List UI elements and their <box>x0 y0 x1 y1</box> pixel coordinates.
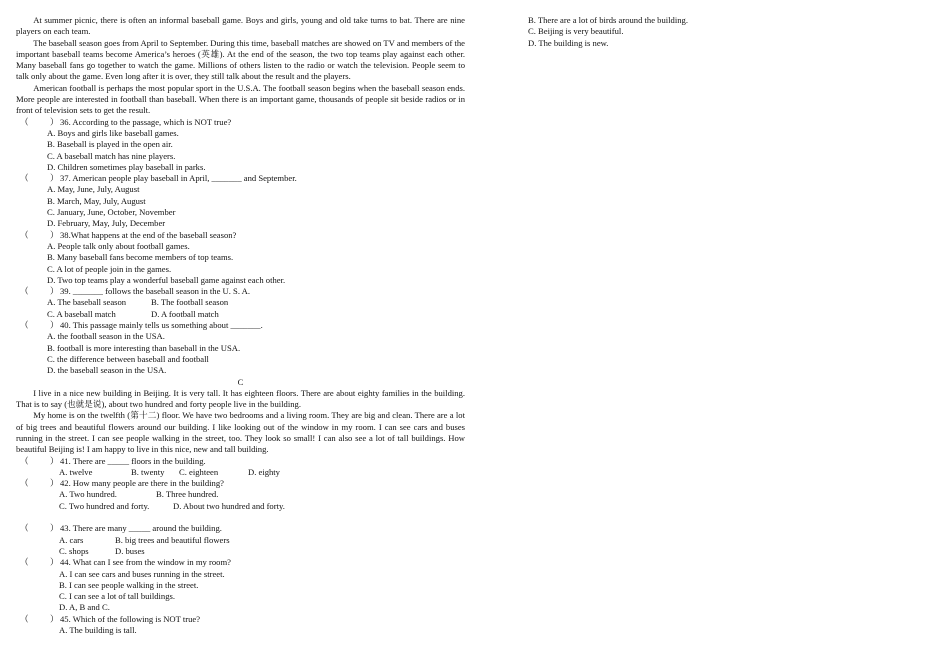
option-36-b: B. Baseball is played in the open air. <box>47 139 173 150</box>
option-44-c: C. I can see a lot of tall buildings. <box>59 591 175 602</box>
option-36-c: C. A baseball match has nine players. <box>47 150 176 161</box>
answer-paren-open: （ <box>20 613 29 624</box>
option-42-a: A. Two hundred. <box>59 489 117 500</box>
option-41-a: A. twelve <box>59 466 93 477</box>
option-44-a: A. I can see cars and buses running in the street. <box>59 568 225 579</box>
option-row <box>16 501 465 512</box>
option-37-b: B. March, May, July, August <box>47 195 146 206</box>
option-36-d: D. Children sometimes play baseball in parks. <box>47 161 206 172</box>
answer-paren-open: （ <box>20 557 29 568</box>
option-37-c: C. January, June, October, November <box>47 207 176 218</box>
option-row <box>16 489 465 500</box>
section-c-heading: C <box>237 376 244 387</box>
question-text: 37. American people play baseball in April, _______ and September. <box>60 173 297 184</box>
question-text: 39. _______ follows the baseball season in the U. S. A. <box>60 286 250 297</box>
question-text: 38.What happens at the end of the baseball season? <box>60 229 237 240</box>
question-36 <box>16 117 465 128</box>
option-39-c: C. A baseball match <box>47 308 116 319</box>
option-39-a: A. The baseball season <box>47 297 127 308</box>
question-text: 41. There are _____ floors in the building. <box>60 455 206 466</box>
question-text: 42. How many people are there in the building? <box>60 478 224 489</box>
answer-paren-close: ） <box>50 320 59 331</box>
passage-b-paragraph-3: American football is perhaps the most popular sport in the U.S.A. The football season begins when the baseball season ends. More people are interested in football than baseball. When there is an important game, thousands of people sit beside radios or in front of television sets to get the result. <box>16 82 465 116</box>
option-row <box>16 546 465 557</box>
question-43 <box>16 523 465 534</box>
option-40-b: B. football is more interesting than baseball in the USA. <box>47 342 241 353</box>
option-45-b: B. There are a lot of birds around the building. <box>528 15 688 25</box>
option-42-c: C. Two hundred and forty. <box>59 500 150 511</box>
option-42-d: D. About two hundred and forty. <box>173 500 285 511</box>
option-38-b: B. Many baseball fans become members of top teams. <box>47 252 234 263</box>
option-45-a: A. The building is tall. <box>59 625 137 636</box>
option-39-b: B. The football season <box>151 297 229 308</box>
option-43-d: D. buses <box>115 545 145 556</box>
question-text: 40. This passage mainly tells us something about _______. <box>60 320 263 331</box>
answer-paren-close: ） <box>50 116 59 127</box>
option-45-d: D. The building is new. <box>528 37 609 48</box>
answer-paren-open: （ <box>20 455 29 466</box>
answer-paren-open: （ <box>20 116 29 127</box>
answer-paren-open: （ <box>20 173 29 184</box>
option-41-b: B. twenty <box>131 466 165 477</box>
answer-paren-close: ） <box>50 286 59 297</box>
answer-paren-open: （ <box>20 320 29 331</box>
question-text: 45. Which of the following is NOT true? <box>60 613 201 624</box>
answer-paren-close: ） <box>50 455 59 466</box>
answer-paren-close: ） <box>50 613 59 624</box>
question-45 <box>16 614 465 625</box>
answer-paren-close: ） <box>50 523 59 534</box>
option-38-a: A. People talk only about football games. <box>47 240 190 251</box>
option-37-d: D. February, May, July, December <box>47 218 166 229</box>
option-37-a: A. May, June, July, August <box>47 184 140 195</box>
answer-paren-close: ） <box>50 557 59 568</box>
question-44 <box>16 557 465 568</box>
option-45-c: C. Beijing is very beautiful. <box>528 26 624 37</box>
option-39-d: D. A football match <box>151 308 219 319</box>
option-42-b: B. Three hundred. <box>156 489 219 500</box>
left-column <box>16 15 465 636</box>
passage-c-paragraph-1: I live in a nice new building in Beijing. It is very tall. It has eighteen floors. There are about eighty families in the building. That is to say (也就是说), about two hundred and forty people live in the building. <box>16 387 465 410</box>
option-row <box>16 309 465 320</box>
question-38 <box>16 230 465 241</box>
question-42 <box>16 478 465 489</box>
option-41-d: D. eighty <box>248 466 280 477</box>
question-40 <box>16 320 465 331</box>
option-43-a: A. cars <box>59 534 84 545</box>
option-row <box>16 535 465 546</box>
passage-b-paragraph-2: The baseball season goes from April to September. During this time, baseball matches are showed on TV and members of the important baseball teams become America’s heroes (英雄). At the end of the season, the two top teams play against each other. Many baseball fans go together to watch the game. Millions of others listen to the radio or watch the television. People seem to talk only about the game. Even long after it is over, they still talk about the result and the players. <box>16 37 465 82</box>
option-row <box>16 297 465 308</box>
answer-paren-close: ） <box>50 173 59 184</box>
option-44-b: B. I can see people walking in the street. <box>59 579 199 590</box>
option-41-c: C. eighteen <box>179 466 219 477</box>
option-43-c: C. shops <box>59 545 89 556</box>
question-text: 43. There are many _____ around the building. <box>60 523 222 534</box>
question-39 <box>16 286 465 297</box>
answer-paren-close: ） <box>50 229 59 240</box>
right-column <box>528 15 928 49</box>
option-40-a: A. the football season in the USA. <box>47 331 165 342</box>
question-text: 44. What can I see from the window in my room? <box>60 557 231 568</box>
option-36-a: A. Boys and girls like baseball games. <box>47 127 179 138</box>
option-40-d: D. the baseball season in the USA. <box>47 365 167 376</box>
passage-c-paragraph-2: My home is on the twelfth (第十二) floor. We have two bedrooms and a living room. They are big and clean. There are a lot of big trees and beautiful flowers around our building. I like looking out of the window in my room. I can see cars and buses running in the street. I can see people walking in the street, too. They look so small! I can also see a lot of tall buildings. How beautiful Beijing is! I am happy to live in this nice, new and tall building. <box>16 410 465 455</box>
answer-paren-open: （ <box>20 286 29 297</box>
option-row <box>16 467 465 478</box>
question-37 <box>16 173 465 184</box>
option-43-b: B. big trees and beautiful flowers <box>115 534 230 545</box>
option-38-c: C. A lot of people join in the games. <box>47 263 172 274</box>
question-text: 36. According to the passage, which is NOT true? <box>60 116 232 127</box>
answer-paren-open: （ <box>20 523 29 534</box>
option-44-d: D. A, B and C. <box>59 602 110 613</box>
question-41 <box>16 456 465 467</box>
answer-paren-open: （ <box>20 478 29 489</box>
option-38-d: D. Two top teams play a wonderful baseball game against each other. <box>47 274 286 285</box>
answer-paren-close: ） <box>50 478 59 489</box>
passage-b-paragraph-1: At summer picnic, there is often an informal baseball game. Boys and girls, young and old take turns to bat. There are nine players on each team. <box>16 15 465 37</box>
blank-line <box>16 512 465 523</box>
option-40-c: C. the difference between baseball and football <box>47 353 209 364</box>
answer-paren-open: （ <box>20 229 29 240</box>
